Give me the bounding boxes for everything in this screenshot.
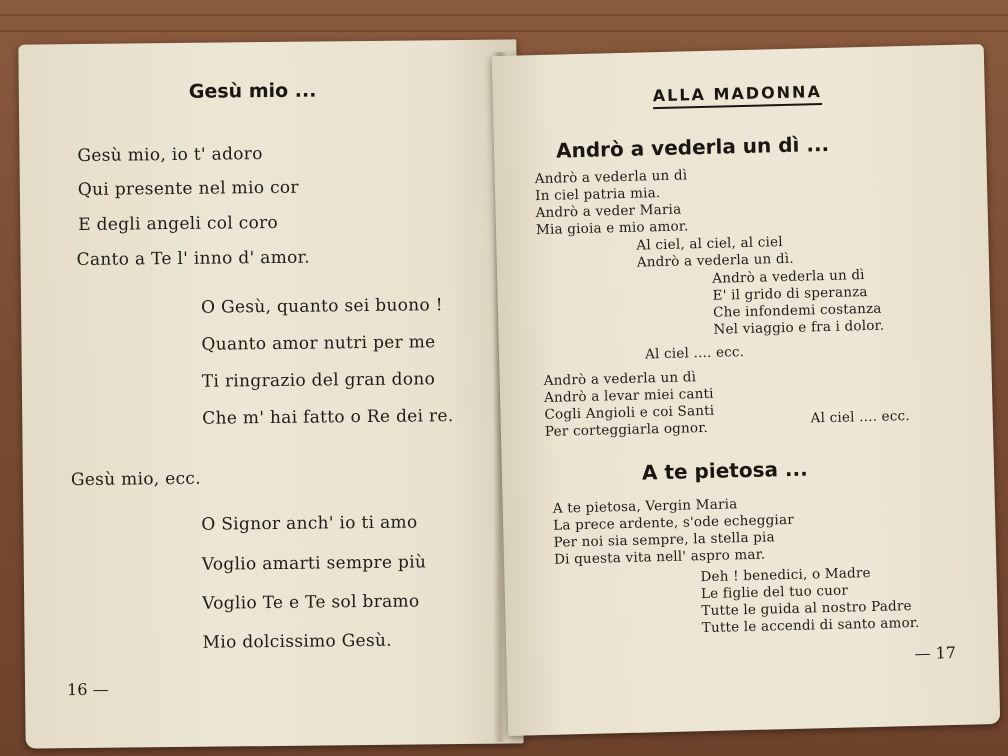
- wood-grain: [0, 30, 1008, 32]
- verse-line: Mia gioia e mio amor.: [535, 218, 689, 239]
- verse-line: Canto a Te l' inno d' amor.: [76, 247, 310, 271]
- verse-line: Le figlie del tuo cuor: [700, 582, 849, 603]
- refrain-line: Al ciel .... ecc.: [810, 408, 910, 427]
- verse-line: Quanto amor nutri per me: [201, 332, 436, 355]
- verse-line: Deh ! benedici, o Madre: [700, 565, 871, 586]
- verse-line: E' il grido di speranza: [712, 284, 868, 304]
- verse-line: Che m' hai fatto o Re dei re.: [202, 406, 454, 429]
- verse-line: Ti ringrazio del gran dono: [201, 369, 436, 392]
- refrain-line: Al ciel .... ecc.: [644, 344, 745, 363]
- section-header: ALLA MADONNA: [653, 82, 823, 109]
- verse-line: Andrò a vederla un dì: [712, 267, 865, 287]
- verse-line: O Gesù, quanto sei buono !: [200, 295, 443, 318]
- verse-line: Nel viaggio e fra i dolor.: [713, 317, 885, 338]
- verse-line: In ciel patria mia.: [535, 185, 661, 205]
- left-page: [18, 39, 523, 748]
- verse-line: Gesù mio, io t' adoro: [77, 144, 263, 167]
- verse-line: Andrò a vederla un dì: [543, 369, 697, 389]
- refrain-line: Gesù mio, ecc.: [70, 468, 202, 491]
- page-number-left: 16 —: [66, 679, 109, 700]
- wood-grain: [0, 14, 1008, 16]
- verse-line: Tutte le accendi di santo amor.: [701, 614, 920, 637]
- verse-line: Andrò a levar miei canti: [543, 385, 714, 406]
- song-title: A te pietosa ...: [641, 456, 808, 485]
- right-page: [492, 44, 1000, 736]
- verse-line: O Signor anch' io ti amo: [201, 512, 418, 535]
- verse-line: Andrò a vederla un dì: [534, 167, 688, 188]
- chorus-line: Andrò a vederla un dì.: [636, 250, 795, 271]
- verse-line: Cogli Angioli e coi Santi: [544, 402, 715, 423]
- verse-line: Qui presente nel mio cor: [77, 177, 299, 201]
- song-title: Andrò a vederla un dì ...: [555, 131, 830, 163]
- verse-line: Che infondemi costanza: [712, 300, 882, 321]
- verse-line: Andrò a veder Maria: [535, 201, 682, 222]
- verse-line: Mio dolcissimo Gesù.: [202, 630, 393, 653]
- left-page-title: Gesù mio ...: [188, 79, 317, 103]
- verse-line: E degli angeli col coro: [78, 212, 279, 236]
- chorus-line: Al ciel, al ciel, al ciel: [636, 234, 783, 254]
- verse-line: Per corteggiarla ognor.: [544, 419, 709, 440]
- verse-line: A te pietosa, Vergin Maria: [552, 496, 738, 517]
- verse-line: Voglio Te e Te sol bramo: [202, 591, 420, 614]
- page-number-right: — 17: [914, 642, 957, 663]
- verse-line: La prece ardente, s'ode echeggiar: [553, 511, 795, 534]
- verse-line: Tutte le guida al nostro Padre: [701, 598, 912, 620]
- verse-line: Voglio amarti sempre più: [201, 552, 427, 575]
- verse-line: Per noi sia sempre, la stella pia: [553, 529, 776, 551]
- verse-line: Di questa vita nell' aspro mar.: [553, 546, 766, 568]
